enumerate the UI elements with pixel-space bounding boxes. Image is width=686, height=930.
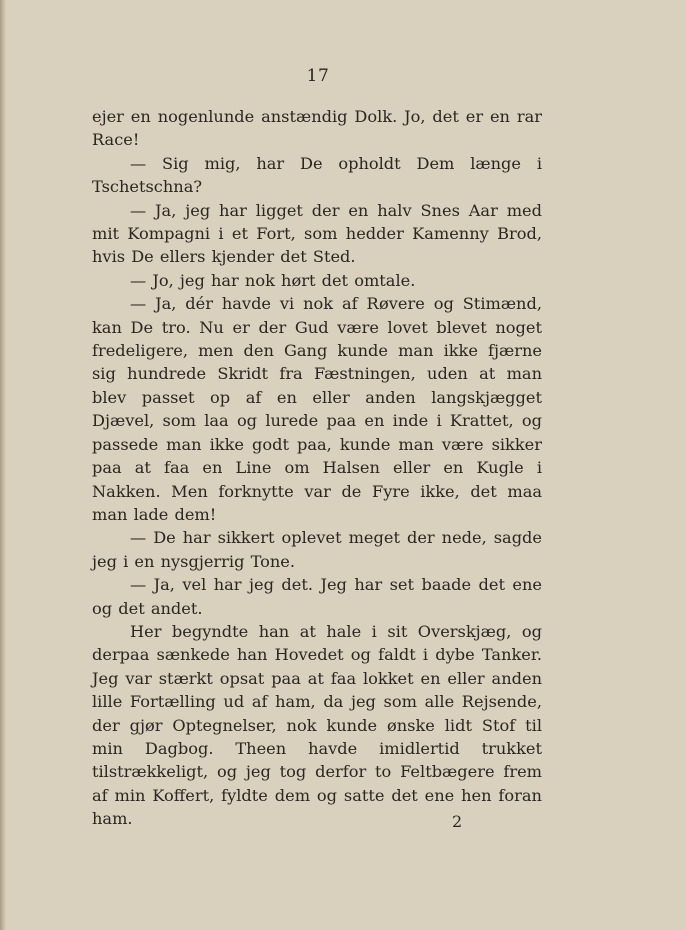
page-number: 17 — [306, 66, 330, 86]
paragraph: — De har sikkert oplevet meget der nede, sagde jeg i en nysgjerrig Tone. — [92, 528, 542, 571]
paragraph: Her begyndte han at hale i sit Overskjæg, og derpaa sænkede han Hovedet og faldt i dybe Tanker. Jeg var stærkt opsat paa at faa lokket en eller anden lille Fortælling ud af ham, da jeg som alle Rejsende, der gjør Optegnelser, nok kunde ønske lidt Stof til min Dagbog. Theen havde imidlertid trukket tilstrækkeligt, og jeg tog derfor to Feltbægere frem af min Koffert, fyldte dem og satte det ene hen foran ham. — [92, 621, 542, 829]
paragraph: ejer en nogenlunde anstændig Dolk. Jo, det er en rar Race! — [92, 107, 542, 150]
page-edge — [0, 0, 6, 930]
paragraph: — Jo, jeg har nok hørt det omtale. — [130, 270, 416, 290]
body-text — [92, 105, 542, 831]
paragraph: — Ja, vel har jeg det. Jeg har set baade det ene og det andet. — [92, 575, 542, 618]
paragraph: — Ja, jeg har ligget der en halv Snes Aar med mit Kompagni i et Fort, som hedder Kamenny Brod, hvis De ellers kjender det Sted. — [92, 200, 542, 267]
paragraph: — Ja, dér havde vi nok af Røvere og Stimænd, kan De tro. Nu er der Gud være lovet blevet noget fredeligere, men den Gang kunde man ikke fjærne sig hundrede Skridt fra Fæstningen, uden at man blev passet op af en eller anden langskjægget Djævel, som laa og lurede paa en inde i Krattet, og passede man ikke godt paa, kunde man være sikker paa at faa en Line om Halsen eller en Kugle i Nakken. Men forknytte var de Fyre ikke, det maa man lade dem! — [92, 294, 542, 524]
paragraph: — Sig mig, har De opholdt Dem længe i Tschetschna? — [92, 153, 542, 197]
signature-mark: 2 — [452, 812, 463, 831]
